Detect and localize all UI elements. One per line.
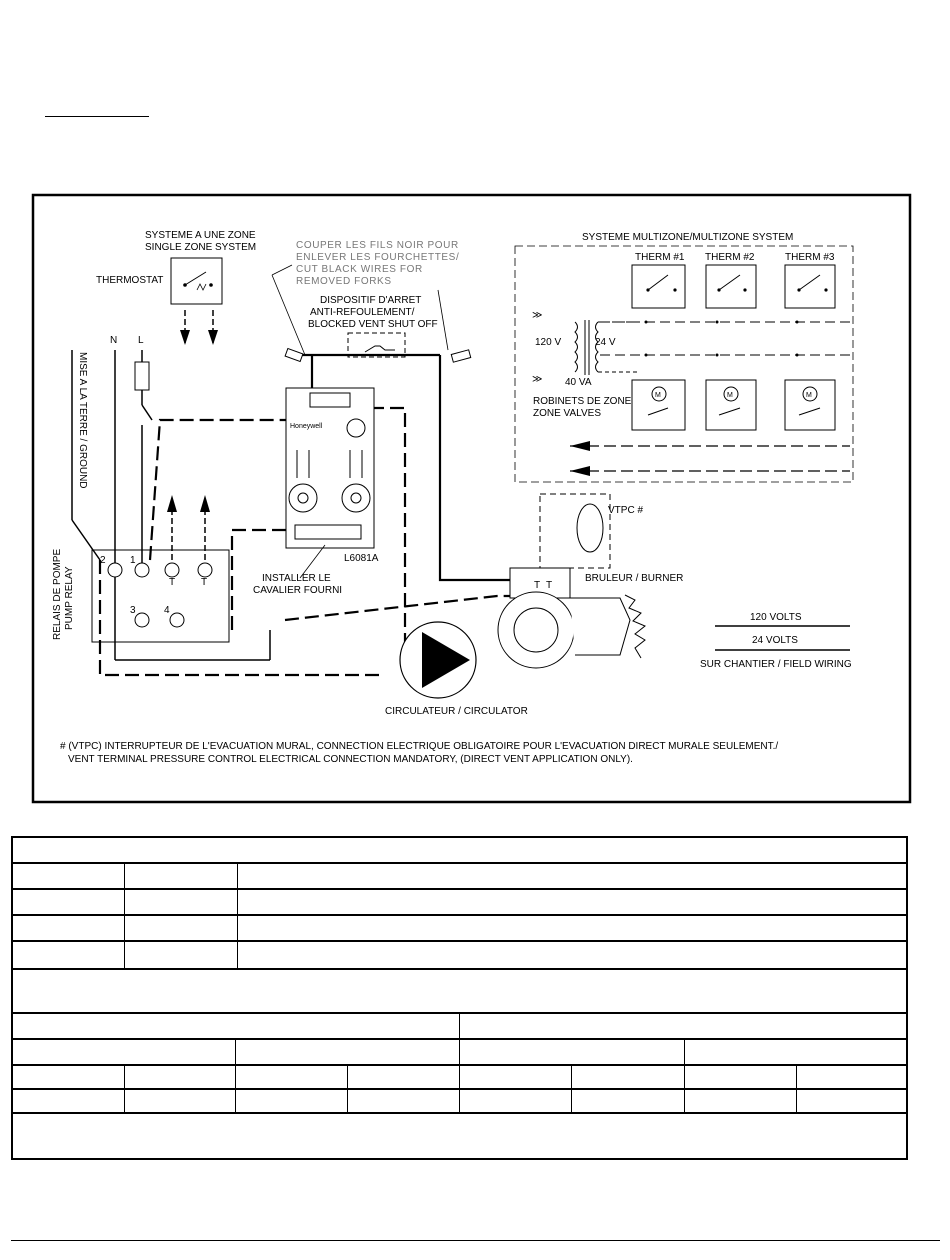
input-symbol-2: ≫ bbox=[532, 374, 543, 385]
thermostat-label: THERMOSTAT bbox=[96, 275, 164, 286]
valve-return-lines bbox=[570, 446, 850, 471]
footnote-line-1: # (VTPC) INTERRUPTEUR DE L'EVACUATION MURAL, CONNECTION ELECTRIQUE OBLIGATOIRE POUR L'EVACUATION DIRECT MURALE SEULEMENT./ bbox=[60, 741, 779, 752]
l6081a-label: L6081A bbox=[344, 553, 379, 564]
relay-terminals bbox=[108, 563, 212, 627]
shutoff-line-2: ANTI-REFOULEMENT/ bbox=[310, 307, 415, 318]
arrow-down-1-icon bbox=[180, 330, 190, 345]
legend-field-label: SUR CHANTIER / FIELD WIRING bbox=[700, 659, 852, 670]
line-label: L bbox=[138, 335, 144, 346]
arrow-left-2-icon bbox=[570, 466, 590, 476]
shutoff-switch-symbol bbox=[348, 333, 405, 357]
fuse-symbol bbox=[135, 362, 149, 390]
multi-thermostats bbox=[632, 265, 835, 308]
table-row bbox=[11, 888, 908, 916]
terminal-3-label: 3 bbox=[130, 605, 136, 616]
shutoff-line-3: BLOCKED VENT SHUT OFF bbox=[308, 319, 438, 330]
therm-1-label: THERM #1 bbox=[635, 252, 685, 263]
input-symbol-1: ≫ bbox=[532, 310, 543, 321]
ground-label: MISE A LA TERRE / GROUND bbox=[77, 352, 88, 489]
table-section-row bbox=[11, 968, 908, 1014]
motor-2-label: M bbox=[727, 392, 733, 399]
arrow-up-1-icon bbox=[167, 495, 177, 512]
table-row bbox=[11, 914, 908, 942]
install-jumper-2: CAVALIER FOURNI bbox=[253, 585, 343, 596]
relay-arrows bbox=[172, 510, 205, 560]
legend-120v-label: 120 VOLTS bbox=[750, 612, 802, 623]
multizone-buses bbox=[600, 322, 850, 355]
table-header-row bbox=[11, 836, 908, 864]
legend-24v-label: 24 VOLTS bbox=[752, 635, 798, 646]
zone-valves bbox=[632, 380, 835, 430]
table-section-row bbox=[11, 1112, 908, 1160]
table-row bbox=[11, 1038, 908, 1066]
arrow-up-2-icon bbox=[200, 495, 210, 512]
therm-2-label: THERM #2 bbox=[705, 252, 755, 263]
multizone-label: SYSTEME MULTIZONE/MULTIZONE SYSTEM bbox=[582, 232, 794, 243]
vtpc-symbol bbox=[577, 504, 603, 552]
honeywell-module bbox=[286, 388, 374, 548]
pump-relay-label-en: PUMP RELAY bbox=[64, 566, 75, 630]
pump-relay-label-fr: RELAIS DE POMPE bbox=[52, 548, 63, 640]
zone-valves-label-fr: ROBINETS DE ZONE bbox=[533, 396, 632, 407]
neutral-label: N bbox=[110, 335, 118, 346]
terminal-t1-label: T bbox=[169, 577, 176, 588]
footnote-line-2: VENT TERMINAL PRESSURE CONTROL ELECTRICAL CONNECTION MANDATORY, (DIRECT VENT APPLICATION ONLY). bbox=[68, 754, 633, 765]
spec-table bbox=[11, 836, 908, 1159]
burner-t2-label: T bbox=[546, 580, 553, 591]
cut-wires-line-3: CUT BLACK WIRES FOR bbox=[296, 264, 423, 275]
table-row bbox=[11, 940, 908, 970]
honeywell-brand: Honeywell bbox=[290, 423, 323, 430]
shutoff-line-1: DISPOSITIF D'ARRET bbox=[320, 295, 422, 306]
single-zone-label-fr: SYSTEME A UNE ZONE bbox=[145, 230, 256, 241]
arrow-left-1-icon bbox=[570, 441, 590, 451]
therm-3-label: THERM #3 bbox=[785, 252, 835, 263]
footer-rule bbox=[11, 1240, 940, 1241]
v120-label: 120 V bbox=[535, 337, 562, 348]
wire-connector-right bbox=[451, 350, 470, 362]
motor-1-label: M bbox=[655, 392, 661, 399]
single-zone-label-en: SINGLE ZONE SYSTEM bbox=[145, 242, 257, 253]
zone-valves-label-en: ZONE VALVES bbox=[533, 408, 601, 419]
cut-wires-line-1: COUPER LES FILS NOIR POUR bbox=[296, 240, 459, 251]
table-row bbox=[11, 1064, 908, 1090]
cut-wires-line-4: REMOVED FORKS bbox=[296, 276, 392, 287]
table-row bbox=[11, 1088, 908, 1114]
terminal-1-label: 1 bbox=[130, 555, 136, 566]
burner-label: BRULEUR / BURNER bbox=[585, 573, 684, 584]
arrow-down-2-icon bbox=[208, 330, 218, 345]
multizone-bus-dots bbox=[645, 321, 799, 357]
cut-wires-line-2: ENLEVER LES FOURCHETTES/ bbox=[296, 252, 460, 263]
wire-connector-left bbox=[285, 349, 303, 362]
single-thermostat-arrows bbox=[185, 310, 213, 345]
burner-t1-label: T bbox=[534, 580, 541, 591]
terminal-t2-label: T bbox=[201, 577, 208, 588]
single-thermostat-symbol bbox=[171, 258, 222, 304]
v24-label: 24 V bbox=[595, 337, 616, 348]
terminal-4-label: 4 bbox=[164, 605, 170, 616]
motor-3-label: M bbox=[806, 392, 812, 399]
circulator-label: CIRCULATEUR / CIRCULATOR bbox=[385, 706, 528, 717]
table-row bbox=[11, 862, 908, 890]
terminal-2-label: 2 bbox=[100, 555, 106, 566]
va40-label: 40 VA bbox=[565, 377, 592, 388]
vtpc-label: VTPC # bbox=[608, 505, 644, 516]
table-row bbox=[11, 1012, 908, 1040]
install-jumper-1: INSTALLER LE bbox=[262, 573, 331, 584]
